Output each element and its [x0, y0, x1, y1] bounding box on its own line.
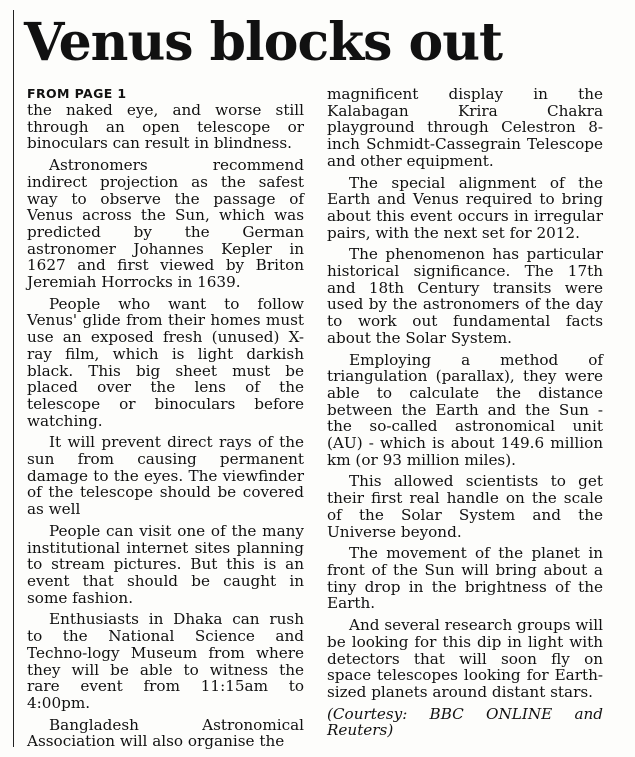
paragraph: Bangladesh Astronomical Association will also organise the: [27, 715, 304, 751]
article-column-left: [27, 86, 304, 755]
paragraph: People can visit one of the many institutional internet sites planning to stream pictures. But this is an event that should be caught in some fashion.: [27, 521, 304, 607]
paragraph: The special alignment of the Earth and Venus required to bring about this event occurs in irregular pairs, with the next set for 2012.: [327, 173, 603, 242]
paragraph: magnificent display in the Kalabagan Krira Chakra playground through Celestron 8-inch Schmidt-Cassegrain Telescope and other equipment.: [327, 85, 603, 170]
paragraph: Astronomers recommend indirect projection as the safest way to observe the passage of Venus across the Sun, which was predicted by the German astronomer Johannes Kepler in 1627 and first viewed by Briton Jeremiah Horrocks in 1639.: [27, 156, 304, 292]
paragraph: The phenomenon has particular historical significance. The 17th and 18th Century transits were used by the astronomers of the day to work out fundamental facts about the Solar System.: [327, 245, 603, 347]
from-page-kicker: FROM PAGE 1: [27, 86, 127, 101]
paragraph: It will prevent direct rays of the sun from causing permanent damage to the eyes. The viewfinder of the telescope should be covered as well: [27, 433, 304, 519]
paragraph: Enthusiasts in Dhaka can rush to the National Science and Techno-logy Museum from where they will be able to witness the rare event from 11:15am to 4:00pm.: [27, 610, 304, 712]
paragraph: This allowed scientists to get their first real handle on the scale of the Solar System and the Universe beyond.: [327, 472, 603, 541]
column-rule-left: [13, 10, 14, 747]
paragraph: the naked eye, and worse still through an open telescope or binoculars can result in blindness.: [27, 101, 304, 153]
article-column-right: [327, 86, 603, 739]
paragraph: Employing a method of triangulation (parallax), they were able to calculate the distance between the Earth and the Sun - the so-called astronomical unit (AU) - which is about 149.6 million km (or 93 million miles).: [327, 350, 603, 469]
paragraph: The movement of the planet in front of the Sun will bring about a tiny drop in the brightness of the Earth.: [327, 544, 603, 613]
headline: Venus blocks out: [24, 12, 503, 73]
paragraph: People who want to follow Venus' glide from their homes must use an exposed fresh (unused) X-ray film, which is light darkish black. This big sheet must be placed over the lens of the telescope or binoculars before watching.: [27, 294, 304, 430]
paragraph: And several research groups will be looking for this dip in light with detectors that will soon fly on space telescopes looking for Earth-sized planets around distant stars.: [327, 616, 603, 701]
credit-line: (Courtesy: BBC ONLINE and Reuters): [327, 704, 603, 740]
